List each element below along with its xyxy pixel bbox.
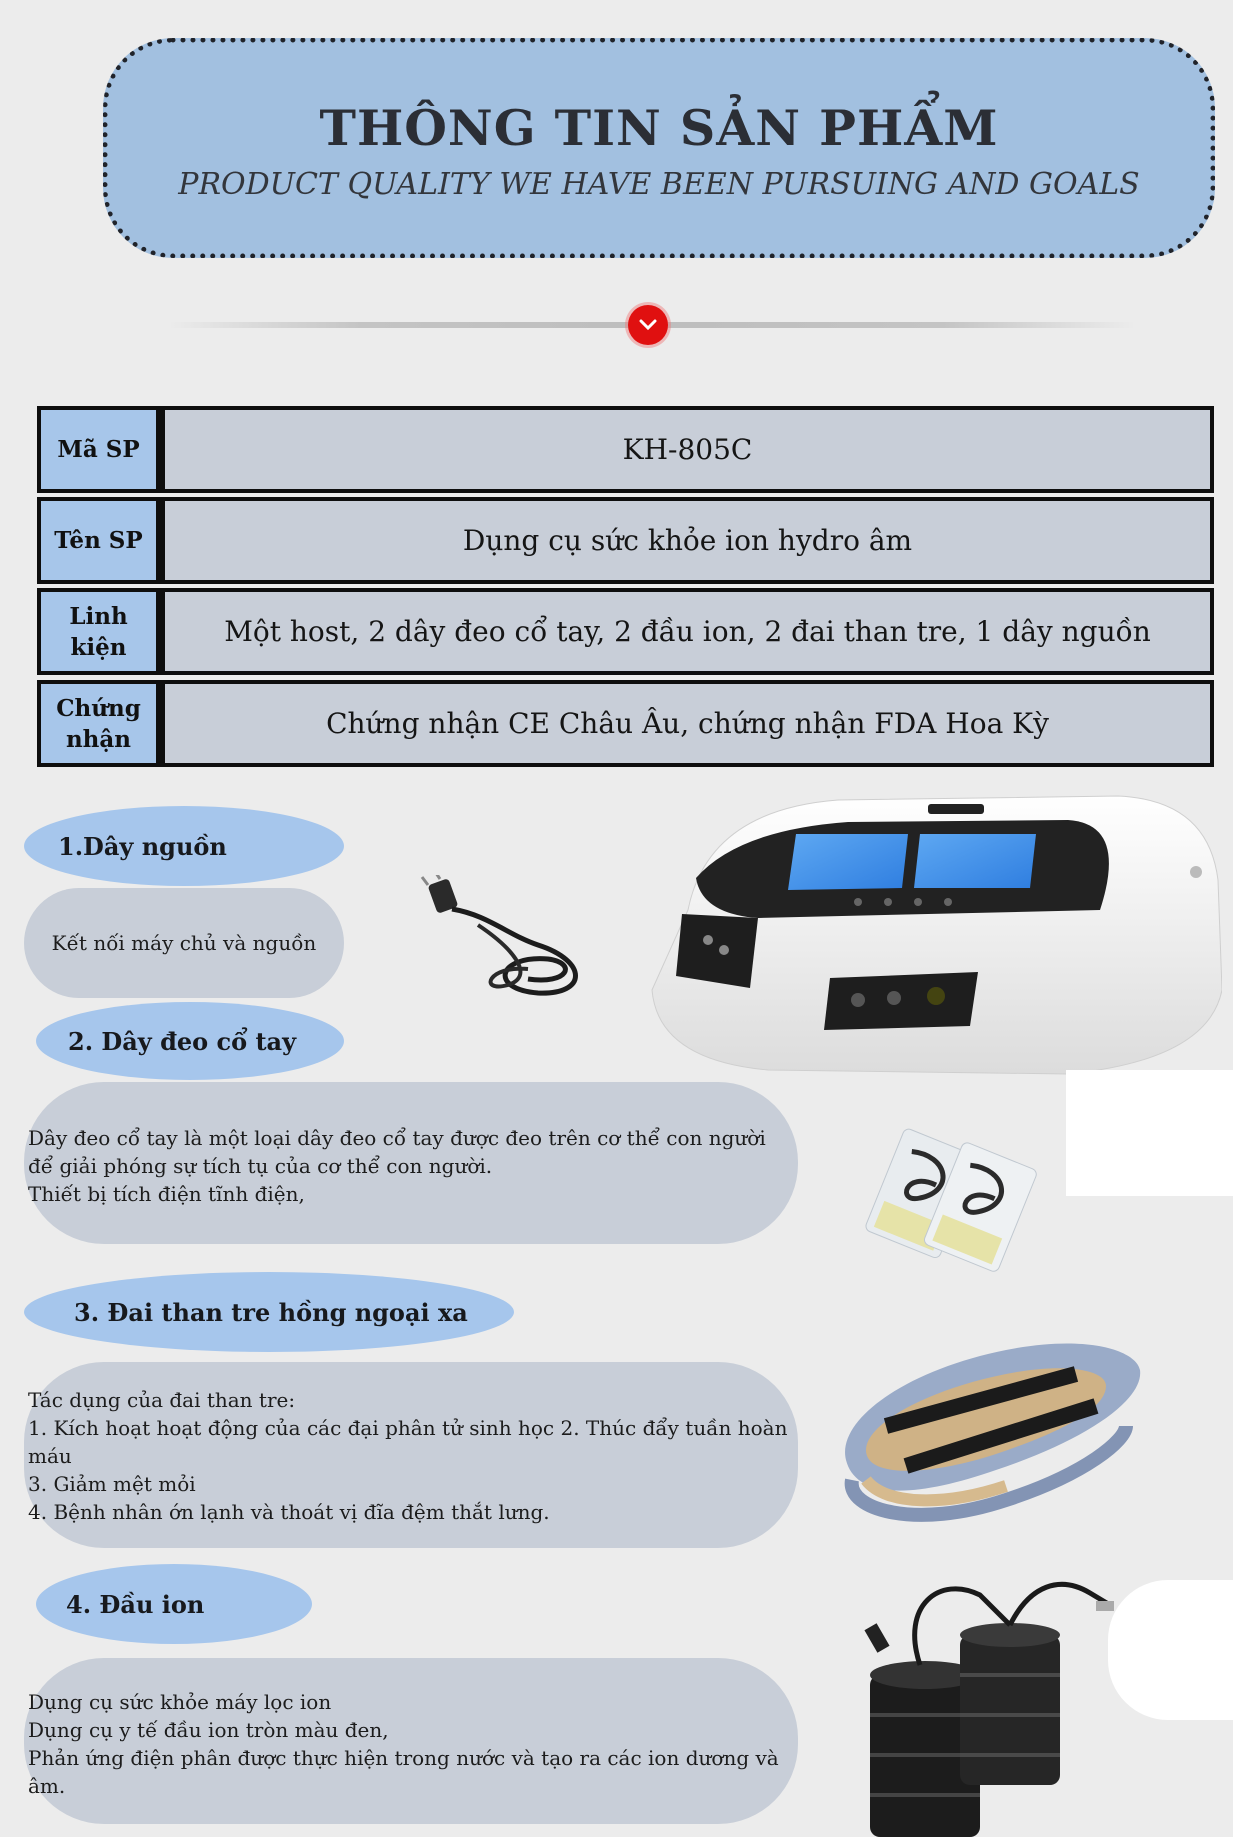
section-title-wristband: 2. Dây đeo cổ tay [36, 1002, 344, 1080]
spec-label: Mã SP [37, 406, 160, 493]
desc-line: Tác dụng của đai than tre: [28, 1388, 296, 1412]
section-desc-wristband [24, 1082, 798, 1244]
header-banner [103, 38, 1215, 258]
page-title: THÔNG TIN SẢN PHẨM [319, 99, 999, 157]
spec-value: Dụng cụ sức khỏe ion hydro âm [160, 497, 1214, 584]
wristband-pack-image [840, 1118, 1060, 1278]
desc-line: Phản ứng điện phân được thực hiện trong nước và tạo ra các ion dương và [28, 1746, 779, 1770]
desc-line: 3. Giảm mệt mỏi [28, 1472, 196, 1496]
spec-value: KH-805C [160, 406, 1214, 493]
section-desc-ion-head [24, 1658, 798, 1824]
health-device-image [648, 790, 1222, 1076]
spec-label: Linh kiện [37, 588, 160, 675]
section-title-ion-head: 4. Đầu ion [36, 1564, 312, 1644]
desc-line: Kết nối máy chủ và nguồn [51, 931, 317, 955]
white-patch [1066, 1070, 1233, 1196]
spec-value: Một host, 2 dây đeo cổ tay, 2 đầu ion, 2 đai than tre, 1 dây nguồn [160, 588, 1214, 675]
desc-line: Dụng cụ sức khỏe máy lọc ion [28, 1690, 332, 1714]
ion-head-image [860, 1565, 1120, 1837]
section-title-bamboo-belt: 3. Đai than tre hồng ngoại xa [24, 1272, 514, 1352]
white-patch [1108, 1580, 1233, 1720]
chevron-down-icon [628, 305, 668, 345]
spec-label: Chứng nhận [37, 680, 160, 767]
desc-line: 4. Bệnh nhân ớn lạnh và thoát vị đĩa đệm thắt lưng. [28, 1500, 550, 1524]
desc-line: máu [28, 1444, 72, 1468]
spec-label: Tên SP [37, 497, 160, 584]
section-desc-power-cord [24, 888, 344, 998]
section-title-power-cord: 1.Dây nguồn [24, 806, 344, 886]
spec-row-name [37, 497, 1214, 584]
desc-line: Dụng cụ y tế đầu ion tròn màu đen, [28, 1718, 389, 1742]
desc-line: để giải phóng sự tích tụ của cơ thể con người. [28, 1154, 493, 1178]
bamboo-charcoal-belt-image [826, 1330, 1144, 1530]
spec-row-certification [37, 680, 1214, 767]
desc-line: Dây đeo cổ tay là một loại dây đeo cổ tay được đeo trên cơ thể con người [28, 1126, 766, 1150]
spec-row-components [37, 588, 1214, 675]
page-subtitle: PRODUCT QUALITY WE HAVE BEEN PURSUING AND GOALS [178, 167, 1140, 202]
spec-value: Chứng nhận CE Châu Âu, chứng nhận FDA Hoa Kỳ [160, 680, 1214, 767]
desc-line: âm. [28, 1774, 66, 1798]
section-desc-bamboo-belt [24, 1362, 798, 1548]
power-cord-image [418, 875, 598, 997]
desc-line: 1. Kích hoạt hoạt động của các đại phân tử sinh học 2. Thúc đẩy tuần hoàn [28, 1416, 788, 1440]
desc-line: Thiết bị tích điện tĩnh điện, [28, 1182, 305, 1206]
spec-row-code [37, 406, 1214, 493]
